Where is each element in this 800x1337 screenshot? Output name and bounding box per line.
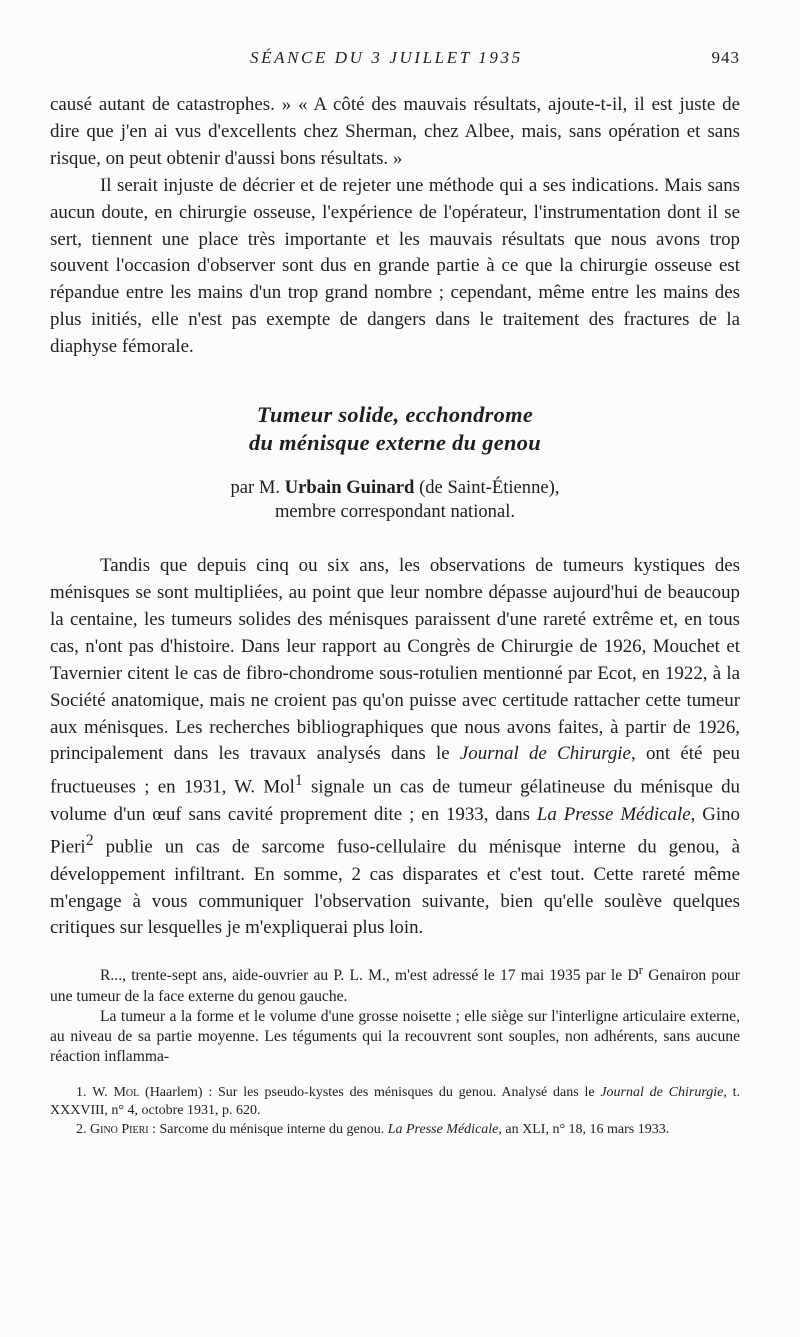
doctor-abbrev-sup: r bbox=[638, 962, 643, 978]
journal-title: La Presse Médicale bbox=[536, 803, 691, 825]
running-title: SÉANCE DU 3 JUILLET 1935 bbox=[250, 48, 523, 67]
footnotes bbox=[50, 1084, 740, 1140]
running-header bbox=[50, 48, 740, 72]
paragraph-continuation: causé autant de catastrophes. » « A côté des mauvais résultats, ajoute-t-il, il est juste de dire que j'en ai vus d'excellents chez Sherman, chez Albee, mais, sans opération et sans risque, on peut obtenir d'aussi bons résultats. » bbox=[50, 94, 740, 169]
footnote-text: : Sarcome du ménisque interne du genou. bbox=[148, 1121, 385, 1137]
article-title bbox=[50, 401, 740, 457]
observation-text-b: Genairon pour une tumeur de la face externe du genou gauche. bbox=[50, 967, 741, 1005]
observation-paragraph-1 bbox=[50, 960, 740, 1006]
footnote-number: 1. bbox=[76, 1084, 87, 1100]
footnote-author: Gino Pieri bbox=[90, 1121, 149, 1137]
footnote-text: (Haarlem) : Sur les pseudo-kystes des ménisques du genou. Analysé dans le bbox=[139, 1084, 595, 1100]
paragraph-conclusion: Il serait injuste de décrier et de rejeter une méthode qui a ses indications. Mais sans aucun doute, en chirurgie osseuse, l'expérience de l'opérateur, l'instrumentation dont il se sert, tiennent une place très importante et les mauvais résultats que nous avons trop souvent l'occasion d'observer sont dus en grande partie à ce que la chirurgie osseuse est répandue entre les mains d'un trop grand nombre ; cependant, même entre les mains des plus initiés, elle n'est pas exempte de dangers dans le traitement des fractures de la diaphyse fémorale. bbox=[50, 174, 740, 358]
footnote-2 bbox=[50, 1121, 740, 1140]
footnote-1 bbox=[50, 1084, 740, 1121]
footnote-author: W. Mol bbox=[92, 1084, 140, 1100]
journal-title: Journal de Chirurgie bbox=[459, 743, 631, 765]
author-affiliation: (de Saint-Étienne), bbox=[419, 477, 560, 499]
intro-text-a: Tandis que depuis cinq ou six ans, les observations de tumeurs kystiques des ménisques se sont multipliées, au point que leur nombre dépasse aujourd'hui de beaucoup la centaine, les tumeurs solides des ménisques paraissent d'une rareté extrême et, en tous cas, n'ont pas d'histoire. Dans leur rapport au Congrès de Chirurgie de 1926, Mouchet et Tavernier citent le cas de fibro-chondrome sous-rotulien mentionné par Ecot, en 1922, à la Société anatomique, mais ne croient pas qu'on puisse avec certitude rattacher cette tumeur aux ménisques. Les recherches bibliographiques que nous avons faites, à partir de 1926, principalement dans les travaux analysés dans le bbox=[50, 555, 740, 765]
author-role: membre correspondant national. bbox=[274, 501, 516, 523]
paragraph-introduction bbox=[50, 553, 740, 942]
observation-paragraph-2: La tumeur a la forme et le volume d'une grosse noisette ; elle siège sur l'interligne articulaire externe, au niveau de sa partie moyenne. Les téguments qui la recouvrent sont souples, non adhérents, sans aucune réaction inflamma- bbox=[50, 1007, 740, 1065]
footnote-ref-2[interactable]: 2 bbox=[85, 832, 94, 850]
page-number: 943 bbox=[711, 48, 740, 67]
footnote-journal: La Presse Médicale bbox=[387, 1121, 499, 1137]
intro-text-d: , Gino Pieri bbox=[50, 803, 740, 858]
author-name: Urbain Guinard bbox=[284, 477, 415, 499]
footnote-number: 2. bbox=[76, 1121, 87, 1137]
intro-text-b: , ont été peu fructueuses ; en 1931, W. Mol bbox=[50, 743, 740, 798]
footnote-text: , t. XXXVIII, n° 4, octobre 1931, p. 620. bbox=[50, 1084, 741, 1119]
page-body bbox=[50, 92, 740, 1139]
footnote-journal: Journal de Chirurgie bbox=[600, 1084, 724, 1100]
article-title-line2: du ménisque externe du genou bbox=[248, 430, 542, 456]
footnote-text: , an XLI, n° 18, 16 mars 1933. bbox=[498, 1121, 670, 1137]
byline bbox=[50, 476, 740, 524]
footnote-ref-1[interactable]: 1 bbox=[294, 772, 303, 790]
byline-prefix: par M. bbox=[230, 477, 281, 499]
article-title-line1: Tumeur solide, ecchondrome bbox=[256, 402, 534, 428]
intro-text-e: publie un cas de sarcome fuso-cellulaire du ménisque interne du genou, à développement infiltrant. En somme, 2 cas disparates et c'est tout. Cette rareté même m'engage à vous communiquer l'observation suivante, bien qu'elle soulève quelques critiques sur lesquelles je m'expliquerai plus loin. bbox=[50, 836, 740, 939]
observation-text-a: R..., trente-sept ans, aide-ouvrier au P. L. M., m'est adressé le 17 mai 1935 par le D bbox=[100, 967, 639, 985]
intro-text-c: signale un cas de tumeur gélatineuse du ménisque du volume d'un œuf sans cavité proprement dite ; en 1933, dans bbox=[50, 776, 741, 825]
